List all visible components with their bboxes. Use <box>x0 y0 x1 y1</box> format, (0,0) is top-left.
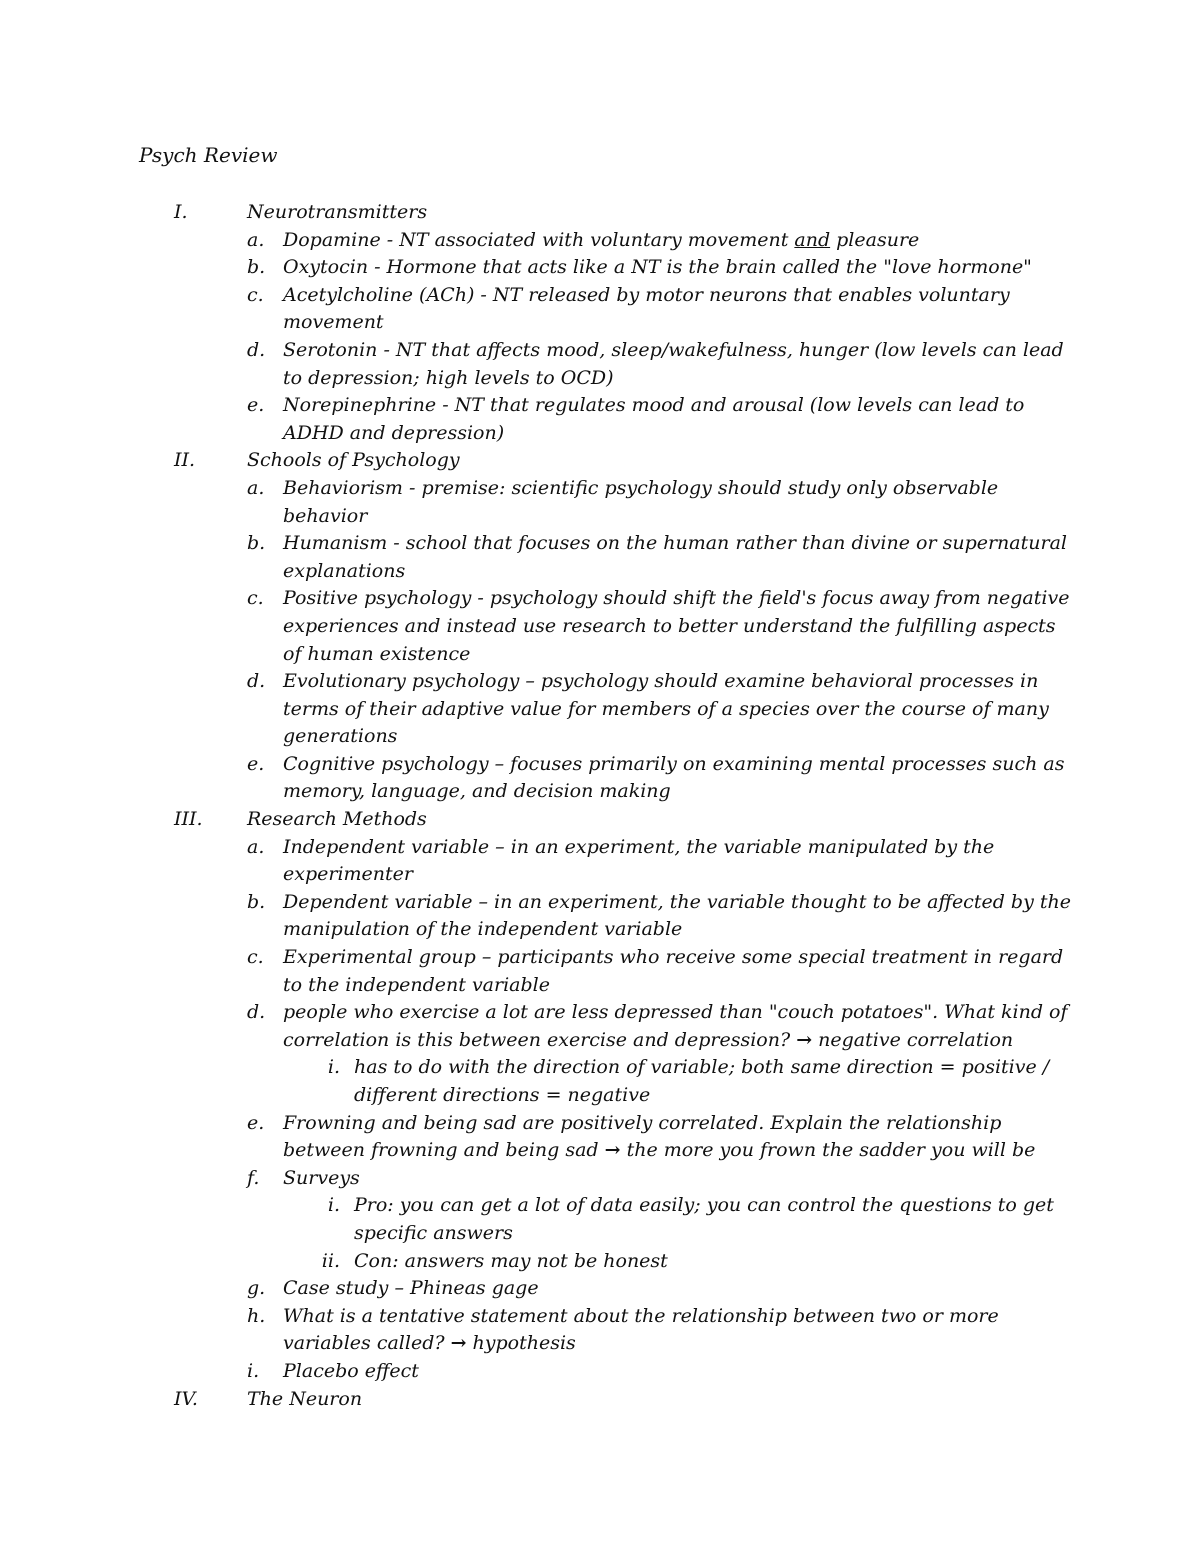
list-item <box>0 1110 1200 1165</box>
list-marker: d. <box>247 670 266 693</box>
list-marker: b. <box>247 532 266 555</box>
list-item <box>0 668 1200 751</box>
list-item <box>0 585 1200 668</box>
arrow-icon: → <box>604 1139 621 1162</box>
section-heading <box>0 199 1200 227</box>
list-item-text: Case study – Phineas gage <box>283 1277 539 1300</box>
sub-list-item <box>0 1192 1200 1247</box>
list-marker: b. <box>247 256 266 279</box>
list-item-text: Positive psychology - psychology should shift the field's focus away from negative experiences and instead use research to better understand the fulfilling aspects of human existence <box>283 587 1070 665</box>
section-heading <box>0 1386 1200 1414</box>
list-marker: i. <box>327 1056 340 1079</box>
list-marker: II. <box>174 449 196 472</box>
list-item <box>0 392 1200 447</box>
list-marker: IV. <box>174 1387 198 1410</box>
list-item-text: Behaviorism - premise: scientific psychology should study only observable behavior <box>283 476 999 527</box>
list-item <box>0 834 1200 889</box>
list-marker: c. <box>247 283 264 306</box>
list-item <box>0 999 1200 1054</box>
list-marker: I. <box>174 201 188 223</box>
list-marker: e. <box>247 752 265 775</box>
list-marker: i. <box>247 1359 260 1382</box>
section-heading <box>0 806 1200 834</box>
list-item-text <box>283 227 1073 255</box>
list-item <box>0 475 1200 530</box>
list-item <box>0 751 1200 806</box>
list-marker: c. <box>247 946 264 969</box>
section-title: Schools of Psychology <box>247 449 460 472</box>
list-marker: d. <box>247 338 266 361</box>
list-item <box>0 1165 1200 1193</box>
document-title: Psych Review <box>139 143 278 167</box>
list-item-text <box>283 999 1073 1054</box>
list-marker: e. <box>247 394 265 417</box>
list-item <box>0 282 1200 337</box>
list-item-text <box>283 1303 1073 1358</box>
list-marker: a. <box>247 476 265 499</box>
list-marker: h. <box>247 1304 266 1327</box>
list-item <box>0 530 1200 585</box>
list-item-text: Norepinephrine - NT that regulates mood and arousal (low levels can lead to ADHD and depression) <box>283 394 1025 444</box>
list-item-text: Independent variable – in an experiment, the variable manipulated by the experimenter <box>283 835 995 886</box>
sub-list-item <box>0 1248 1200 1276</box>
list-marker: a. <box>247 835 265 858</box>
text-run: people who exercise a lot are less depressed than "couch potatoes". What kind of correlation is this between exercise and depression? <box>283 1001 1068 1051</box>
list-marker: d. <box>247 1001 266 1024</box>
list-item-text: Surveys <box>283 1166 360 1189</box>
list-item <box>0 254 1200 282</box>
sub-list-item <box>0 1054 1200 1109</box>
list-item-text: Serotonin - NT that affects mood, sleep/wakefulness, hunger (low levels can lead to depression; high levels to OCD) <box>283 338 1064 389</box>
list-item-text: Dependent variable – in an experiment, the variable thought to be affected by the manipulation of the independent variable <box>283 890 1071 941</box>
text-run: What is a tentative statement about the relationship between two or more variables called? <box>283 1304 999 1355</box>
section-title: The Neuron <box>247 1387 363 1410</box>
list-marker: e. <box>247 1111 265 1134</box>
section-heading <box>0 447 1200 475</box>
list-marker: i. <box>327 1194 340 1217</box>
list-marker: a. <box>247 228 265 251</box>
list-marker: f. <box>247 1166 260 1189</box>
list-item-text: Cognitive psychology – focuses primarily on examining mental processes such as memory, language, and decision making <box>283 752 1065 803</box>
list-marker: g. <box>247 1277 266 1300</box>
arrow-icon: → <box>796 1028 813 1051</box>
sub-list-item-text: Con: answers may not be honest <box>354 1249 668 1272</box>
list-item-text: Experimental group – participants who receive some special treatment in regard to the independent variable <box>283 946 1064 996</box>
list-item <box>0 227 1200 255</box>
list-item-text: Oxytocin - Hormone that acts like a NT is the brain called the "love hormone" <box>283 256 1032 279</box>
list-item <box>0 1358 1200 1386</box>
list-item-text <box>283 1110 1073 1165</box>
list-item <box>0 944 1200 999</box>
text-run: negative correlation <box>812 1028 1014 1051</box>
list-item <box>0 889 1200 944</box>
list-item-text: Placebo effect <box>283 1359 419 1382</box>
list-item <box>0 1303 1200 1358</box>
underlined-word: and <box>794 228 831 251</box>
text-run: pleasure <box>830 228 920 251</box>
section-title: Neurotransmitters <box>247 201 428 223</box>
text-run: the more you frown the sadder you will be <box>620 1139 1036 1162</box>
outline-list <box>0 199 1200 1413</box>
text-run: Frowning and being sad are positively correlated. Explain the relationship between frowning and being sad <box>283 1111 1002 1162</box>
section-title: Research Methods <box>247 808 427 831</box>
sub-list-item-text: Pro: you can get a lot of data easily; you can control the questions to get specific answers <box>354 1194 1054 1244</box>
list-marker: b. <box>247 890 266 913</box>
text-run: Dopamine - NT associated with voluntary movement <box>283 228 795 251</box>
arrow-icon: → <box>450 1332 467 1355</box>
list-marker: III. <box>174 808 203 831</box>
list-item <box>0 1275 1200 1303</box>
text-run: hypothesis <box>466 1332 576 1355</box>
list-item-text: Humanism - school that focuses on the human rather than divine or supernatural explanations <box>283 532 1067 582</box>
list-marker: c. <box>247 587 264 610</box>
sub-list-item-text: has to do with the direction of variable; both same direction = positive / different directions = negative <box>354 1056 1050 1106</box>
list-marker: ii. <box>321 1249 340 1272</box>
list-item-text: Evolutionary psychology – psychology should examine behavioral processes in terms of their adaptive value for members of a species over the course of many generations <box>283 670 1049 748</box>
list-item <box>0 337 1200 392</box>
list-item-text: Acetylcholine (ACh) - NT released by motor neurons that enables voluntary movement <box>283 283 1010 334</box>
